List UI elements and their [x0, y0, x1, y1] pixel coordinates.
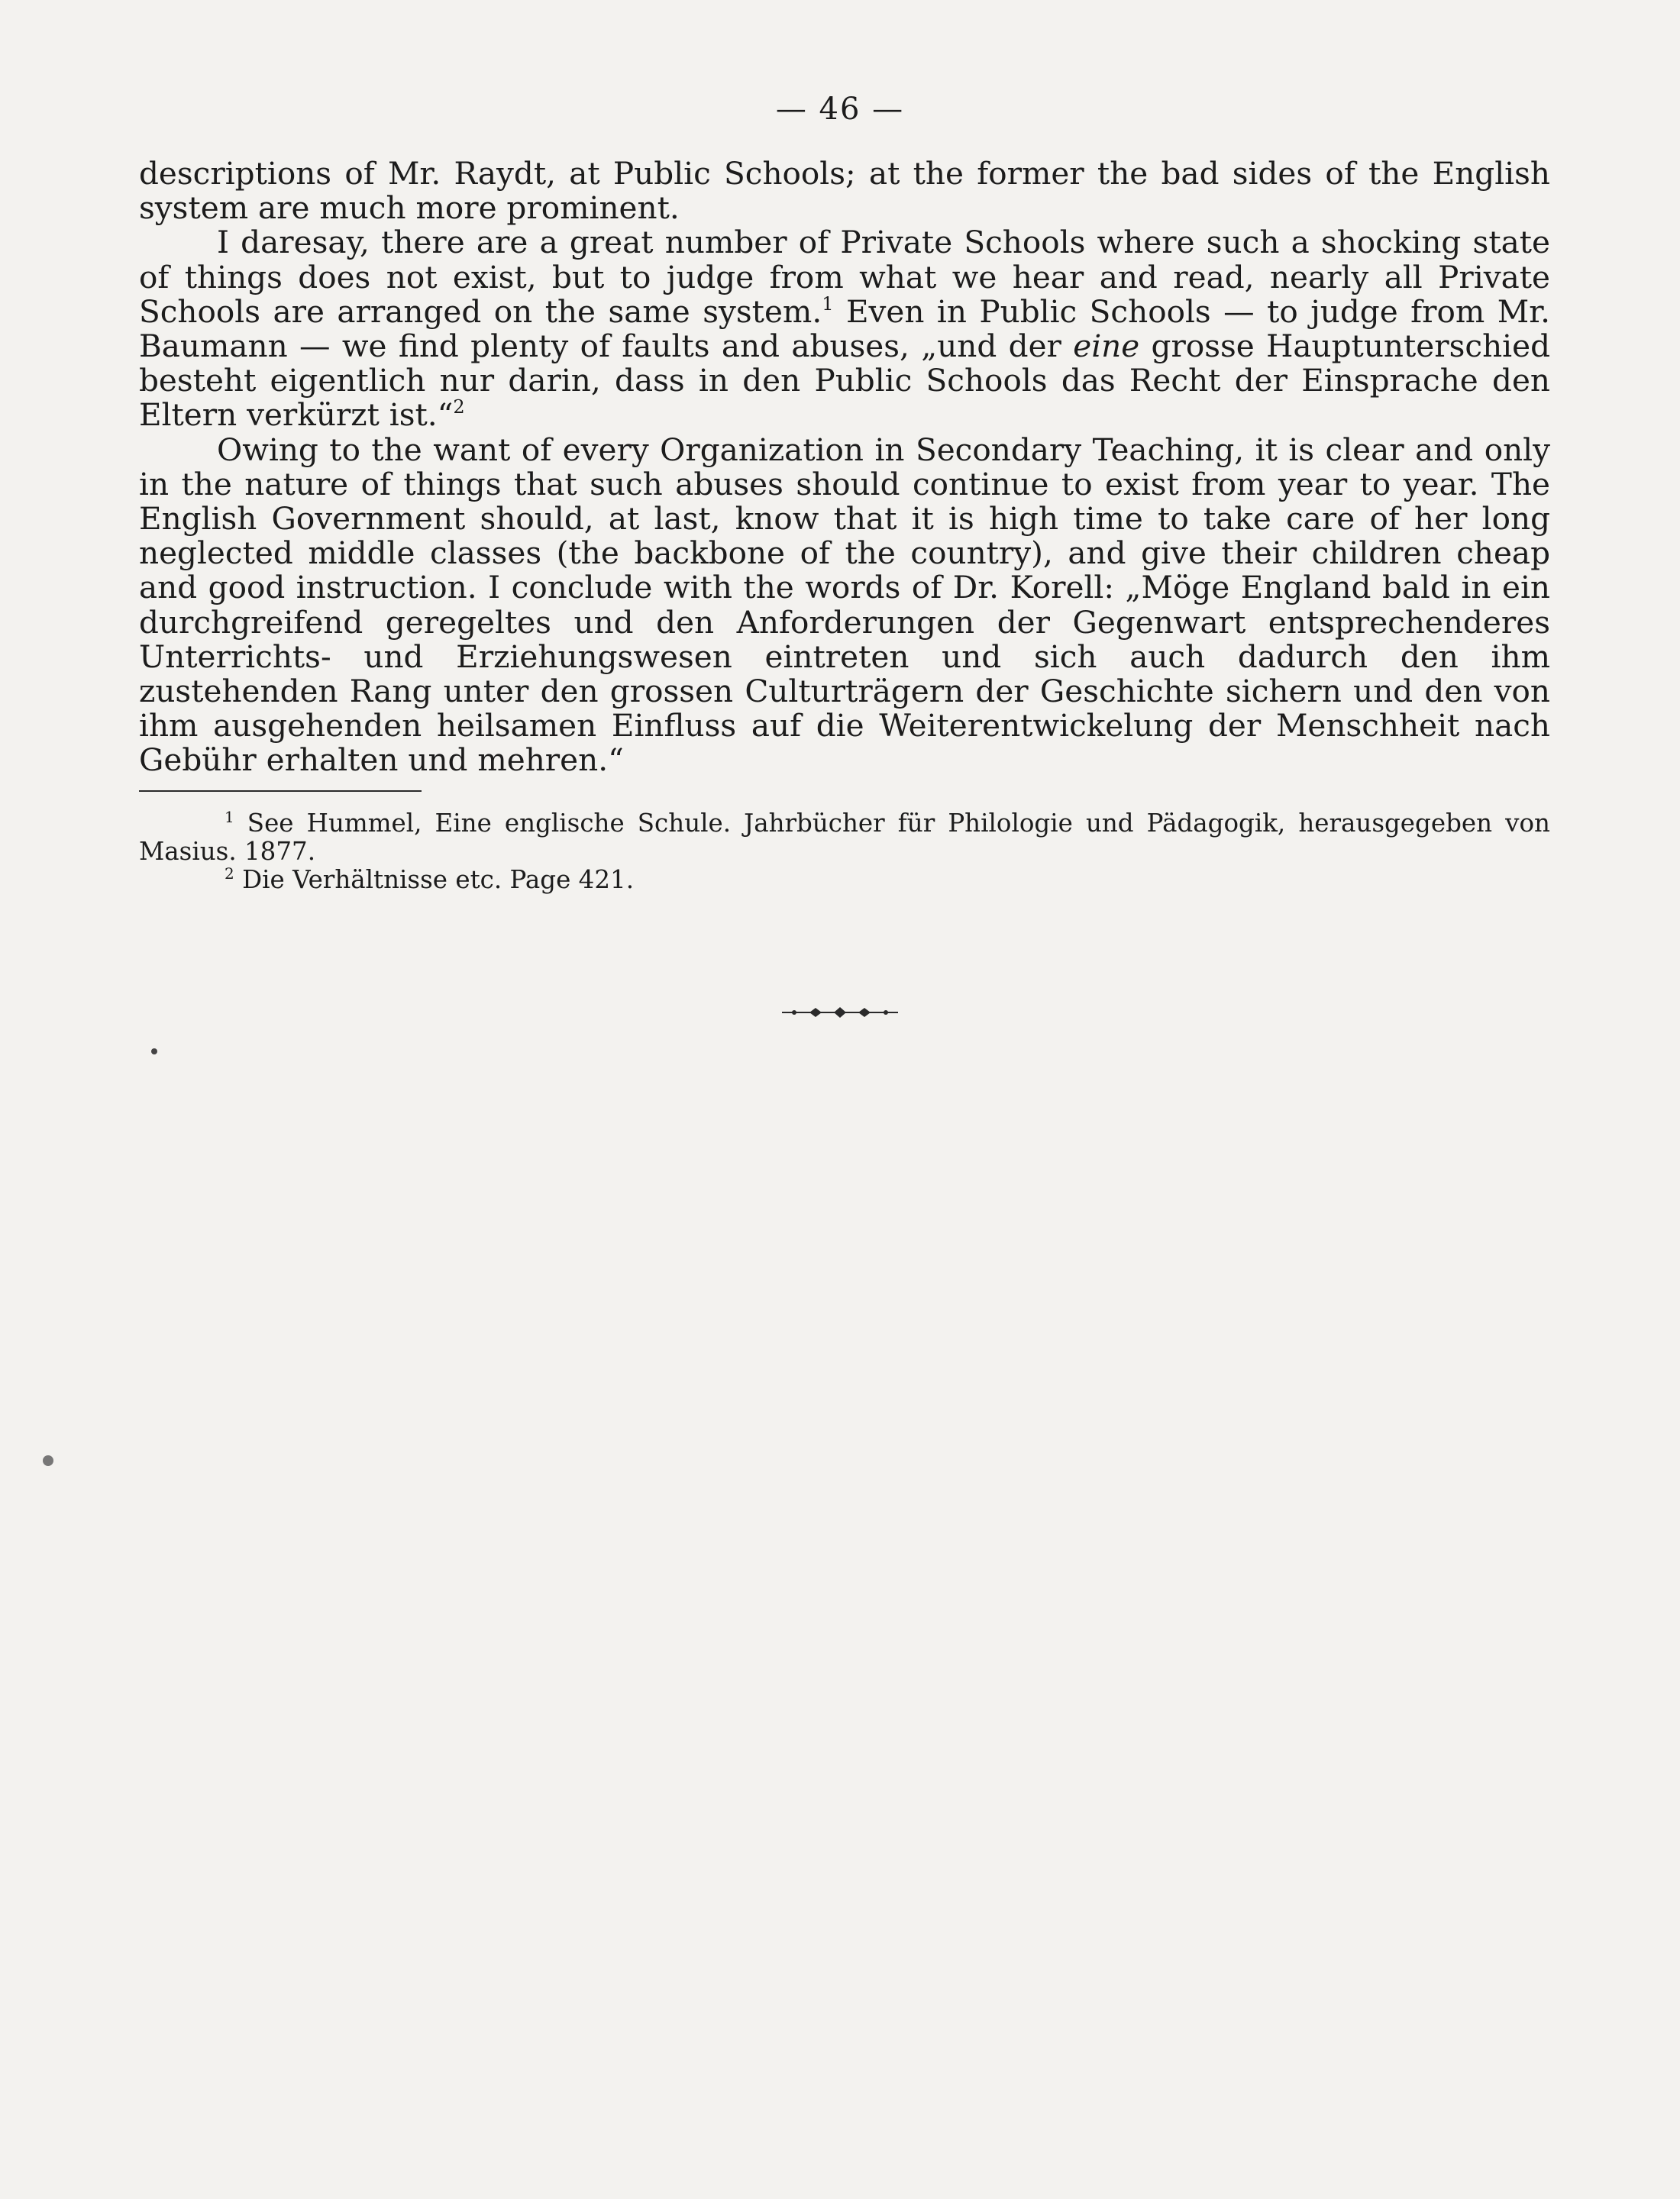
text-run: Even in Public Schools — to judge from Mr. Baumann — we find plenty of faults and abuses, „und der — [139, 292, 1550, 365]
footnote-divider — [139, 790, 422, 792]
page-number: — 46 — — [775, 92, 905, 127]
ink-speck — [43, 1455, 53, 1466]
paragraph-1 — [139, 157, 1550, 225]
text-run: I daresay, there are a great number of Private Schools where such a shocking state of things does not exist, but to judge from what we hear and read, nearly all Private Schools are arranged on the same system. — [139, 224, 1550, 330]
main-text — [139, 157, 1550, 778]
paragraph-2 — [139, 225, 1550, 432]
paragraph-3 — [139, 433, 1550, 778]
footnote-1-text: See Hummel, Eine englische Schule. Jahrbücher für Philologie und Pädagogik, herausgegeben von Masius. 1877. — [139, 809, 1550, 866]
footnote-reference: 2 — [453, 396, 465, 418]
ink-speck — [151, 1048, 157, 1054]
footnote-1-mark: 1 — [225, 808, 234, 826]
text-run: grosse Hauptunterschied besteht eigentlich nur darin, dass in den Public Schools das Recht der Einsprache den Eltern verkürzt ist.“ — [139, 328, 1550, 434]
footnote-2-mark: 2 — [225, 864, 234, 883]
footnote-1 — [139, 809, 1550, 866]
emphasized-text: eine — [1073, 328, 1140, 365]
text-run: Owing to the want of every Organization in Secondary Teaching, it is clear and only in the nature of things that such abuses should continue to exist from year to year. The English Government should, at last, know that it is high time to take care of her long neglected middle classes (the backbone of the country), and give their children cheap and good instruction. I conclude with the words of Dr. Korell: „Möge England bald in ein durchgreifend geregeltes und den Anforderungen der Gegenwart entsprechenderes Unterrichts- und Erziehungswesen eintreten und sich auch dadurch den ihm zustehenden Rang unter den grossen Culturträgern der Geschichte sichern und den von ihm ausgehenden heilsamen Einfluss auf die Weiterentwickelung der Menschheit nach Gebühr erhalten und mehren.“ — [139, 431, 1550, 779]
ornament-divider-icon — [779, 1003, 901, 1022]
text-run: descriptions of Mr. Raydt, at Public Schools; at the former the bad sides of the English system are much more prominent. — [139, 155, 1550, 227]
footnote-reference: 1 — [822, 292, 834, 315]
footnote-2-text: Die Verhältnisse etc. Page 421. — [234, 865, 635, 894]
footnote-2 — [139, 866, 1550, 894]
footnotes — [139, 809, 1550, 894]
